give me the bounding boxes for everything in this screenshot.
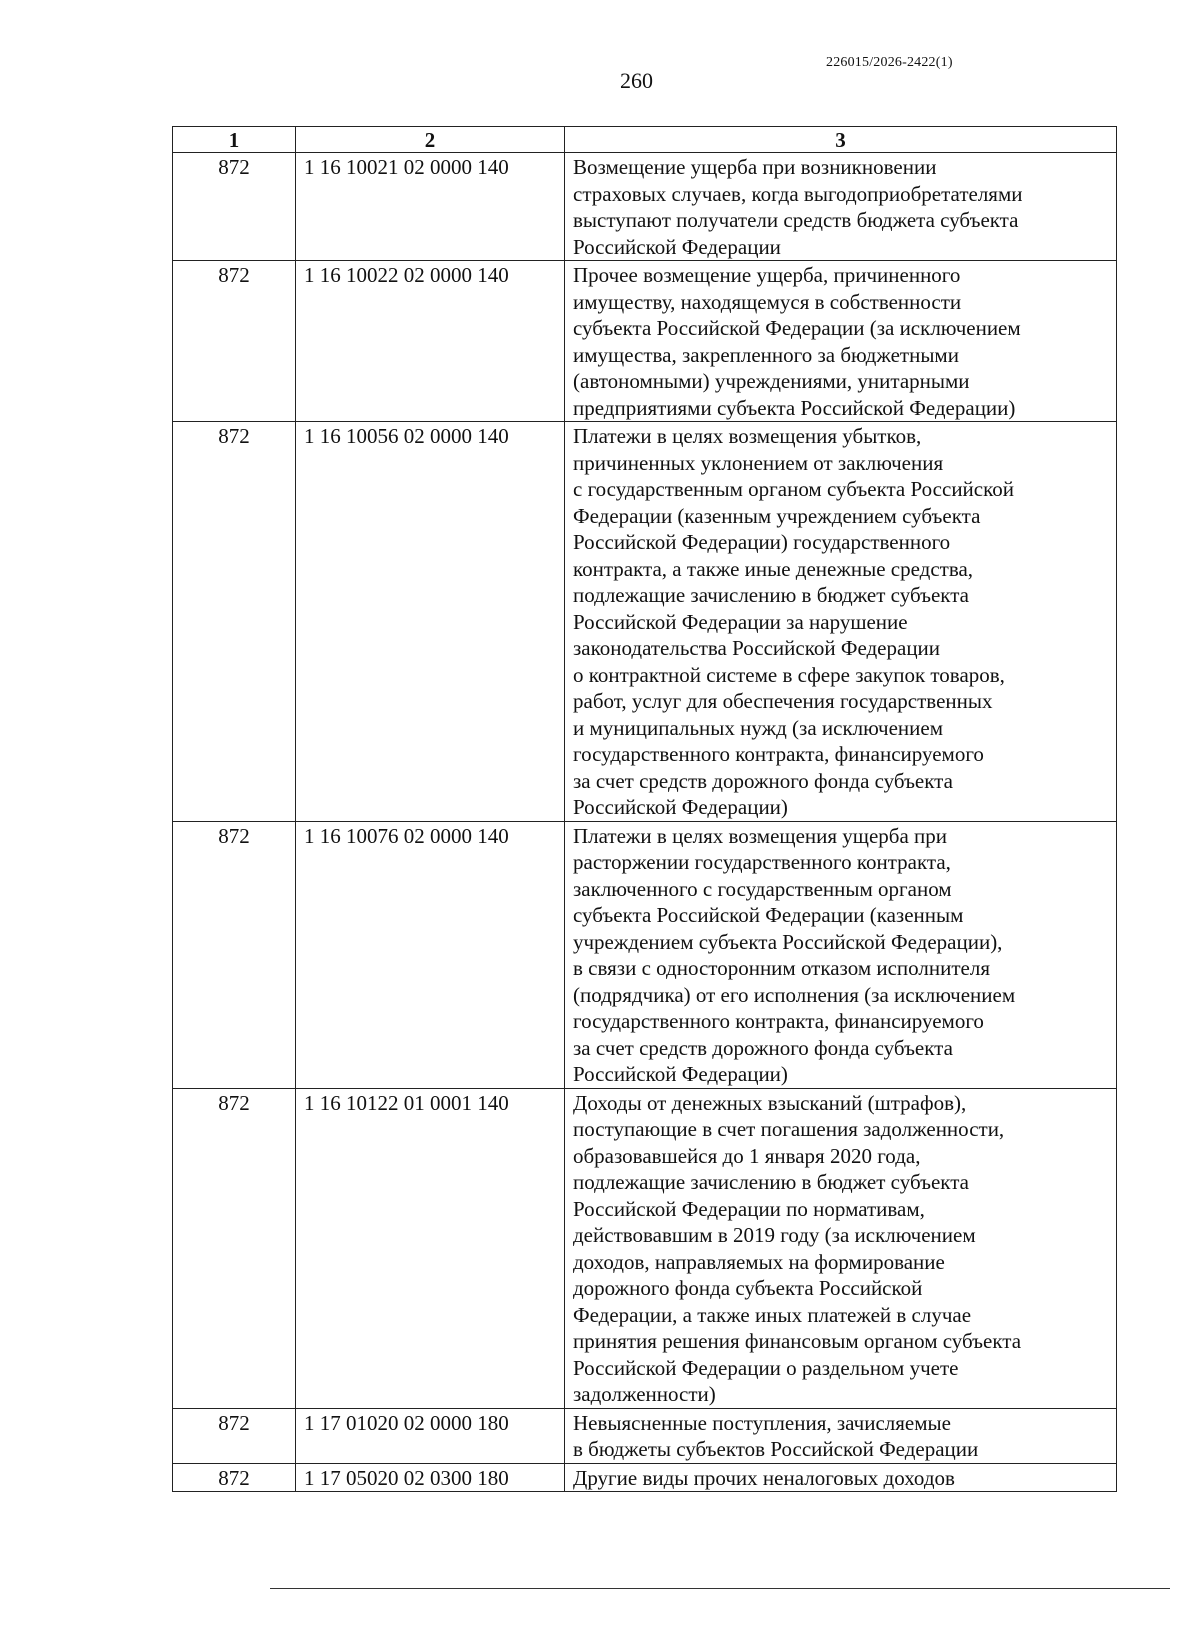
admin-code-cell: 872 (173, 1088, 296, 1408)
description-line: (автономными) учреждениями, унитарными (573, 369, 970, 393)
description-cell (565, 422, 1117, 822)
description-line: за счет средств дорожного фонда субъекта (573, 1035, 953, 1060)
description-line: Доходы от денежных взысканий (штрафов), (573, 1090, 967, 1115)
description-line: с государственным органом субъекта Российской (573, 477, 1014, 501)
description-cell (565, 821, 1117, 1088)
description-line: Российской Федерации по нормативам, (573, 1196, 925, 1221)
description-line: государственного контракта, финансируемого (573, 742, 984, 766)
admin-code-cell: 872 (173, 153, 296, 261)
table-row (173, 1088, 1117, 1408)
budget-code-cell: 1 17 01020 02 0000 180 (296, 1408, 565, 1463)
budget-code-cell: 1 16 10122 01 0001 140 (296, 1088, 565, 1408)
description-line: в связи с односторонним отказом исполнителя (573, 956, 990, 980)
page-number: 260 (620, 68, 653, 93)
table-body (173, 153, 1117, 1492)
description-cell (565, 1088, 1117, 1408)
description-line: причиненных уклонением от заключения (573, 450, 944, 475)
description-line: за счет средств дорожного фонда субъекта (573, 768, 953, 793)
description-line: в бюджеты субъектов Российской Федерации (573, 1437, 979, 1461)
description-line: принятия решения финансовым органом субъекта (573, 1329, 1022, 1353)
description-line: и муниципальных нужд (за исключением (573, 715, 943, 740)
description-line: Невыясненные поступления, зачисляемые (573, 1410, 951, 1435)
document-id: 226015/2026-2422(1) (826, 55, 953, 70)
description-cell (565, 153, 1117, 261)
budget-code-cell: 1 16 10022 02 0000 140 (296, 261, 565, 422)
description-line: о контрактной системе в сфере закупок товаров, (573, 662, 1005, 687)
table-header (173, 127, 1117, 153)
description-line: Платежи в целях возмещения убытков, (573, 424, 922, 448)
description-line: Другие виды прочих неналоговых доходов (573, 1465, 955, 1490)
table-row (173, 821, 1117, 1088)
description-line: контракта, а также иные денежные средства, (573, 556, 974, 581)
description-line: подлежащие зачислению в бюджет субъекта (573, 583, 969, 607)
description-cell (565, 261, 1117, 422)
budget-code-cell: 1 17 05020 02 0300 180 (296, 1463, 565, 1492)
description-line: субъекта Российской Федерации (за исключением (573, 316, 1021, 340)
description-line: Прочее возмещение ущерба, причиненного (573, 263, 961, 287)
table-row (173, 422, 1117, 822)
budget-code-cell: 1 16 10021 02 0000 140 (296, 153, 565, 261)
budget-code-cell: 1 16 10076 02 0000 140 (296, 821, 565, 1088)
bottom-divider (270, 1588, 1170, 1589)
admin-code-cell: 872 (173, 261, 296, 422)
description-line: предприятиями субъекта Российской Федерации) (573, 395, 1016, 420)
description-line: Российской Федерации) (573, 1062, 788, 1086)
description-line: Российской Федерации) (573, 795, 788, 819)
description-line: Российской Федерации за нарушение (573, 609, 908, 634)
admin-code-cell: 872 (173, 821, 296, 1088)
description-line: Российской Федерации) государственного (573, 530, 951, 554)
description-line: дорожного фонда субъекта Российской (573, 1276, 923, 1300)
description-line: поступающие в счет погашения задолженности, (573, 1117, 1005, 1141)
description-line: выступают получатели средств бюджета субъекта (573, 208, 1019, 232)
column-header-1: 1 (173, 127, 296, 153)
budget-code-cell: 1 16 10056 02 0000 140 (296, 422, 565, 822)
admin-code-cell: 872 (173, 1408, 296, 1463)
table-row (173, 1408, 1117, 1463)
description-line: задолженности) (573, 1382, 716, 1406)
header-row (173, 127, 1117, 153)
description-line: Российской Федерации о раздельном учете (573, 1355, 959, 1380)
admin-code-cell: 872 (173, 1463, 296, 1492)
description-line: имущества, закрепленного за бюджетными (573, 342, 959, 367)
description-line: образовавшейся до 1 января 2020 года, (573, 1143, 921, 1168)
column-header-2: 2 (296, 127, 565, 153)
description-line: законодательства Российской Федерации (573, 636, 941, 660)
admin-code-cell: 872 (173, 422, 296, 822)
description-line: государственного контракта, финансируемого (573, 1009, 984, 1033)
description-line: страховых случаев, когда выгодоприобретателями (573, 181, 1023, 206)
description-line: имуществу, находящемуся в собственности (573, 289, 962, 314)
description-line: работ, услуг для обеспечения государственных (573, 689, 993, 713)
description-line: (подрядчика) от его исполнения (за исключением (573, 982, 1016, 1007)
column-header-3: 3 (565, 127, 1117, 153)
description-line: учреждением субъекта Российской Федерации), (573, 929, 1003, 954)
description-line: расторжении государственного контракта, (573, 850, 951, 874)
description-line: Возмещение ущерба при возникновении (573, 155, 937, 179)
table-row (173, 261, 1117, 422)
description-line: Платежи в целях возмещения ущерба при (573, 823, 948, 848)
description-cell (565, 1408, 1117, 1463)
description-line: подлежащие зачислению в бюджет субъекта (573, 1170, 969, 1194)
description-line: действовавшим в 2019 году (за исключением (573, 1223, 976, 1247)
description-line: Федерации (казенным учреждением субъекта (573, 503, 981, 528)
table-row (173, 1463, 1117, 1492)
table-row (173, 153, 1117, 261)
description-line: Федерации, а также иных платежей в случае (573, 1302, 972, 1327)
description-line: Российской Федерации (573, 234, 781, 259)
description-cell (565, 1463, 1117, 1492)
description-line: доходов, направляемых на формирование (573, 1249, 945, 1274)
description-line: субъекта Российской Федерации (казенным (573, 903, 964, 927)
revenue-codes-table (172, 126, 1117, 1492)
description-line: заключенного с государственным органом (573, 876, 952, 901)
